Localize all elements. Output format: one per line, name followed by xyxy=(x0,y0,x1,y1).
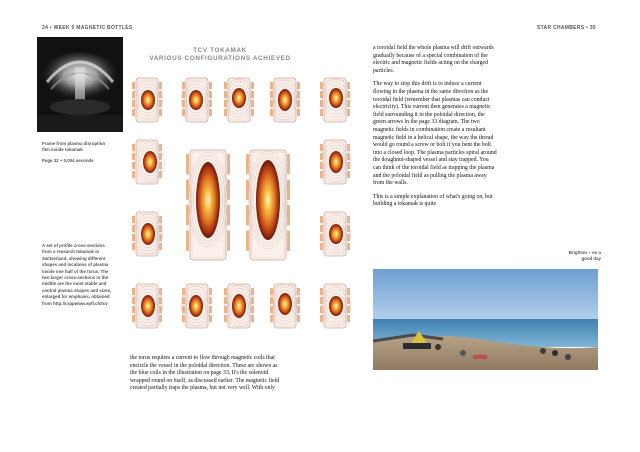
tcv-cross-section xyxy=(182,284,213,328)
beach-scene xyxy=(373,269,598,370)
tcv-cross-section xyxy=(132,78,163,122)
tcv-cross-section xyxy=(320,212,351,256)
tcv-cross-section xyxy=(132,284,163,328)
tcv-cross-section xyxy=(270,78,300,122)
tcv-large-cross-section xyxy=(246,150,290,260)
paragraph-3: This is a simple explanation of what's going on, but building a tokamak is quite xyxy=(373,193,493,208)
plasma-photo-caption: Frame from plasma disruption film inside tokamak Page 32 + 0.004 seconds xyxy=(42,141,106,163)
tcv-cross-section xyxy=(132,140,165,184)
left-page-header: 24 • WEEK 5 MAGNETIC BOTTLES xyxy=(42,25,133,31)
plasma-disruption-photo xyxy=(37,37,123,132)
tcv-cross-section xyxy=(270,284,300,328)
right-page-header: STAR CHAMBERS • 35 xyxy=(536,25,596,31)
plasma-glow-illustration xyxy=(37,37,123,132)
tcv-cross-section xyxy=(320,78,351,122)
tcv-cross-section xyxy=(320,284,351,328)
brighton-beach-photo xyxy=(373,269,598,370)
paragraph-1: a toroidal field the whole plasma will drift outwards gradually because of a special combination of the electric and magnetic fields acting on the charged particles. xyxy=(373,45,494,74)
tcv-cross-section xyxy=(132,212,163,256)
right-column-text xyxy=(373,45,497,215)
tcv-cross-section xyxy=(224,284,254,328)
diagram-title: TCV TOKAMAK VARIOUS CONFIGURATIONS ACHIEVED xyxy=(149,47,291,62)
tcv-cross-section xyxy=(182,78,213,122)
tcv-cross-section xyxy=(224,78,254,122)
tcv-svg xyxy=(128,72,370,352)
tcv-large-cross-section xyxy=(186,150,230,260)
beach-caption: Brighton – on a good day xyxy=(568,250,601,262)
bottom-body-text: the torus requires a current to flow through magnetic coils that encircle the vessel in the poloidal direction. These are shown as the blue coils in the illustration on page 33. It's the solenoid wrapped round on itself, as discussed earlier. The magnetic field created partially traps the plasma, but not very well. With only xyxy=(130,355,280,392)
tcv-cross-section xyxy=(320,140,351,184)
paragraph-2: The way to stop this drift is to induce a current flowing in the plasma in the same direction as the toroidal field (remember that plasmas can conduct electricity). This current then generates a magnetic field surrounding it in the poloidal direction, the green arrows in the page 33 diagram. The two magnetic fields in combination create a resultant magnetic field in a helical shape, the way the thread would go round a screw or bolt if you bent the bolt into a closed loop. The plasma particles spiral around the doughnut-shaped vessel and stay trapped. You can think of the toroidal field as trapping the plasma and the poloidal field as pulling the plasma away from the walls. xyxy=(373,81,497,187)
tcv-configurations-diagram xyxy=(128,72,370,352)
profiles-caption: A set of profile cross-sections from a research tokamak in Switzerland, showing different shapes and locations of plasma inside one half of the torus. The two larger cross-sections in the middle are the most stable and central plasma shapes and sizes, enlarged for emphasis, obtained from http://crppwww.epfl.ch/tcv xyxy=(42,243,112,306)
